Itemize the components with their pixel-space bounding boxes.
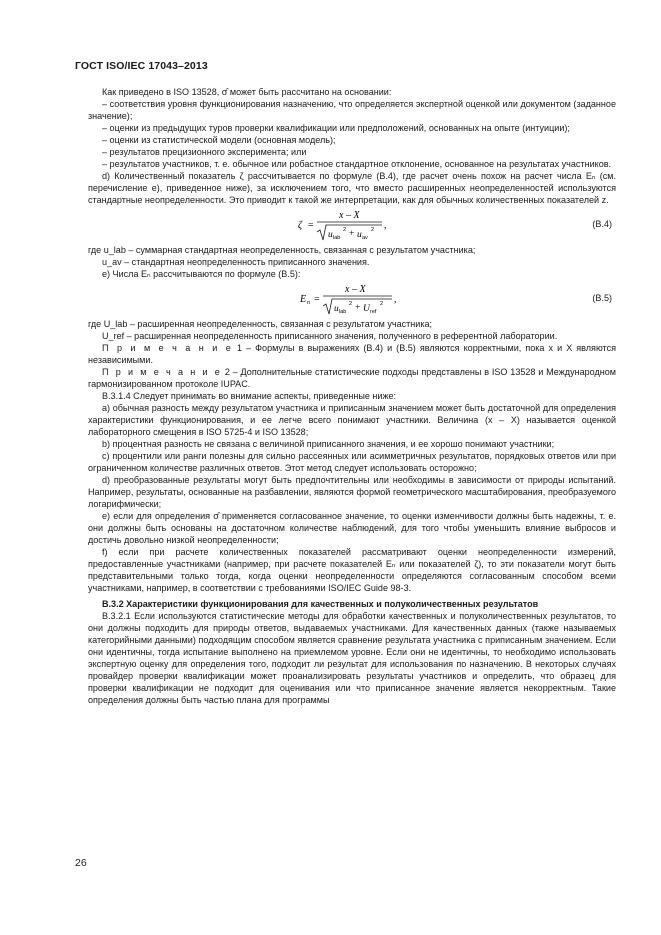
formula-b4-tail: , — [384, 220, 387, 231]
where-Ulab: где U_lab – расширенная неопределенность, связанная с результатом участника; — [88, 319, 433, 329]
section-heading-b32: В.3.2 Характеристики функционирования для качественных и полуколичественных результатов — [102, 599, 539, 609]
note-1 — [88, 342, 616, 366]
bullet-item: – оценки из предыдущих туров проверки квалификации или предположений, основанных на опыте (интуиции); — [102, 123, 570, 133]
document-header: ГОСТ ISO/IEC 17043–2013 — [75, 60, 208, 72]
bullet-item: – результатов участников, т. е. обычное или робастное стандартное отклонение, основанное на результатах участников. — [102, 159, 612, 169]
list-item-a: а) обычная разность между результатом участника и приписанным значением может быть достаточной для определения характеристики функционирования, и ее легче всего понимают участники. Величина (x – X) называется оценкой лабораторного смещения в ISO 5725-4 и ISO 13528; — [88, 403, 616, 437]
page-number: 26 — [75, 857, 87, 869]
clause-b314: В.3.1.4 Следует принимать во внимание аспекты, приведенные ниже: — [102, 391, 397, 401]
formula-b5-number: (В.5) — [592, 293, 612, 303]
bullet-item: – соответствия уровня функционирования назначению, что определяется экспертной оценкой или документом (заданное значение); — [88, 99, 616, 121]
formula-b4-number: (В.4) — [592, 219, 612, 229]
formula-b5-eq: = — [314, 294, 320, 305]
note-1-label: П р и м е ч а н и е — [102, 343, 233, 353]
clause-b321: В.3.2.1 Если используются статистические методы для обработки качественных и полуколичественных результатов, то они должны подходить для природы ответов, выдаваемых участниками. Для качественных данных (также называемых категорийными данными) подходящим способом является сравнение результата участника с приписанным значением. Если они идентичны, тогда испытание выполнено на приемлемом уровне. Если они не идентичны, то необходимо использовать экспертную оценку для определения того, подходит ли результат для использования по назначению. В некоторых случаях провайдер проверки квалификации может проанализировать результаты участников и определить, что образец для проверки квалификации не подходит для оценивания или что приписанное значение является некорректным. Такие определения должны быть частью плана для программы — [88, 611, 616, 705]
formula-b5-tail: , — [394, 294, 397, 305]
formula-b5-lhs-sub: n — [307, 300, 310, 306]
formula-b5-u2: U — [363, 304, 370, 314]
formula-b4-sub1: lab — [333, 235, 341, 241]
paragraph-d: d) Количественный показатель ζ рассчитывается по формуле (В.4), где расчет очень похож на расчет числа Eₙ (см. перечисление е), приведенное ниже), за исключением того, что вместо расширенных неопределенностей используются стандартные неопределенности. Это приводит к такой же интерпретации, как для обычных количественных показателей z. — [88, 171, 616, 205]
note-1-text: 1 – Формулы в выражениях (В.4) и (В.5) являются корректными, пока x и X являются независимыми. — [88, 343, 616, 365]
bullet-item: – оценки из статистической модели (основная модель); — [102, 135, 336, 145]
note-2 — [88, 366, 616, 390]
where-ulab: где u_lab – суммарная стандартная неопределенность, связанная с результатом участника; — [88, 245, 476, 255]
formula-b4-u2: u — [357, 230, 362, 240]
formula-b5-sub1: lab — [339, 309, 347, 315]
formula-b4 — [88, 208, 616, 242]
formula-b4-sq2: 2 — [371, 227, 375, 233]
formula-b5 — [88, 282, 616, 316]
where-Uref: U_ref – расширенная неопределенность приписанного значения, полученного в референтной лаборатории. — [102, 331, 558, 341]
formula-b5-sq1: 2 — [349, 301, 353, 307]
note-2-label: П р и м е ч а н и е — [102, 367, 222, 377]
list-item-f: f) если при расчете количественных показателей рассматривают оценки неопределенности измерений, предоставленные участниками (например, при расчете показателей Eₙ или показателей ζ), то эти показатели могут быть представительными только тогда, когда оценки неопределенности определяются согласованным способом всеми участниками, например, в соответствии с требованиями ISO/IEC Guide 98-3. — [88, 547, 616, 593]
list-item-e: е) если для определения σ̂ применяется согласованное значение, то оценки изменчивости должны быть надежны, т. е. они должны быть основаны на достаточном количестве наблюдений, для того чтобы уменьшить влияние выбросов и достичь довольно низкой неопределенности; — [88, 511, 616, 545]
list-item-c: c) процентили или ранги полезны для сильно рассеянных или асимметричных результатов, порядковых ответов или при ограниченном количестве различных ответов. Этот метод следует использовать осторожно; — [88, 451, 616, 473]
formula-b5-u1: u — [334, 304, 339, 314]
note-2-text: 2 – Дополнительные статистические подходы представлены в ISO 13528 и Международном гармонизированном протоколе IUPAC. — [88, 367, 617, 389]
list-item-b: b) процентная разность не связана с величиной приписанного значения, и ее хорошо понимают участники; — [102, 439, 555, 449]
formula-b5-numerator: x – X — [345, 284, 366, 295]
formula-b4-numerator: x – X — [339, 210, 360, 221]
formula-b5-lhs: E — [300, 294, 307, 305]
formula-b4-svg — [298, 208, 418, 242]
where-uav: u_av – стандартная неопределенность приписанного значения. — [102, 257, 370, 267]
formula-b4-sq1: 2 — [343, 227, 347, 233]
formula-b5-sub2: ref — [370, 309, 377, 315]
paragraph-intro: Как приведено в ISO 13528, σ̂ может быть рассчитано на основании: — [102, 87, 392, 97]
page-body — [88, 86, 616, 706]
formula-b4-lhs: ζ — [298, 220, 303, 231]
formula-b4-u1: u — [328, 230, 333, 240]
list-item-d: d) преобразованные результаты могут быть предпочтительны или необходимы в зависимости от природы испытаний. Например, результаты, основанные на разбавлении, являются формой геометрического масштабирования, преобразуемого логарифмически; — [88, 475, 616, 509]
formula-b5-svg — [300, 282, 430, 316]
bullet-item: – результатов прецизионного эксперимента; или — [102, 147, 307, 157]
formula-b4-eq: = — [308, 220, 314, 231]
svg-text:+: + — [355, 303, 361, 313]
formula-b4-sub2: av — [362, 235, 368, 241]
paragraph-e: е) Числа Eₙ рассчитываются по формуле (В.5): — [102, 269, 301, 279]
formula-b5-sq2: 2 — [380, 301, 384, 307]
svg-text:+: + — [349, 229, 355, 239]
